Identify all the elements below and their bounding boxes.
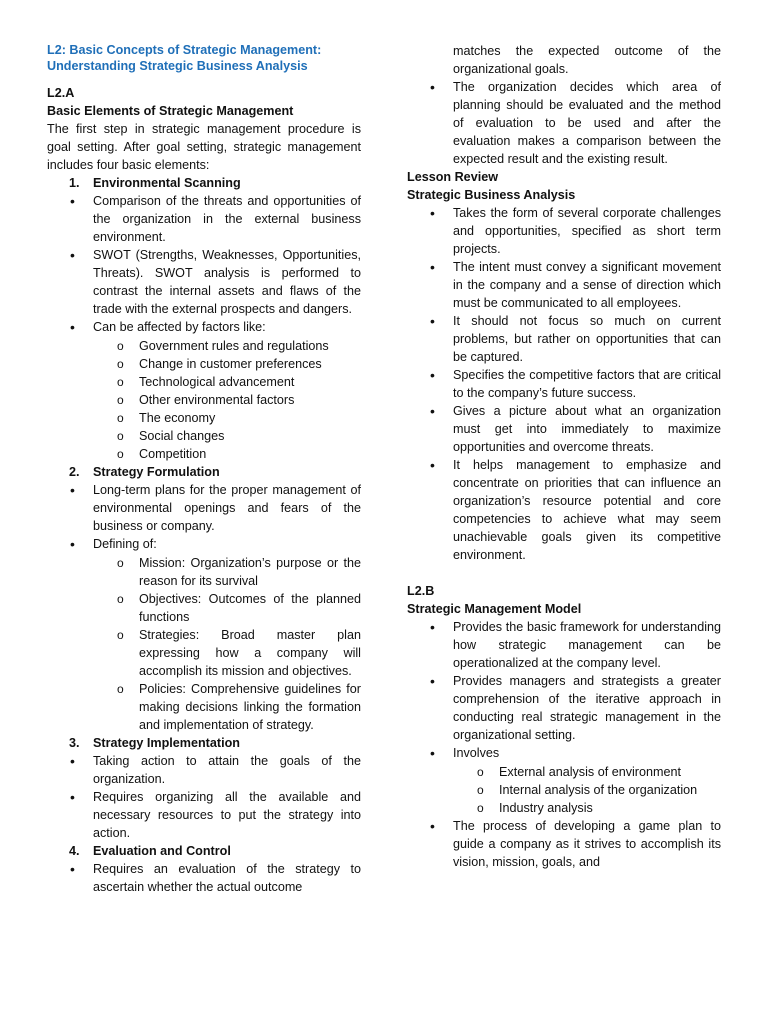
bullet-text: Takes the form of several corporate challenges and opportunities, specified as short term projects. [453,206,721,256]
sub-list-item [47,427,361,445]
numbered-heading-text: Evaluation and Control [93,844,231,858]
list-item [407,672,721,744]
circle-bullet-marker [407,781,499,799]
spacer [407,564,721,582]
bullet-text: Gives a picture about what an organization must get into immediately to maximize opportunities and overcome threats. [453,404,721,454]
section-title-model: Strategic Management Model [407,602,582,616]
bullet-marker [407,744,453,763]
numbered-heading [47,463,361,481]
sub-list-item [407,763,721,781]
sub-item-text: Strategies: Broad master plan expressing how a company will accomplish its mission and objectives. [139,628,361,678]
bullet-text: Comparison of the threats and opportunities of the organization in the external business environment. [93,194,361,244]
bullet-text: SWOT (Strengths, Weaknesses, Opportunities, Threats). SWOT analysis is performed to contrast the internal assets and flaws of the trade with the external prospects and dangers. [93,248,361,316]
bullet-marker [407,204,453,223]
lesson-title-line1: L2: Basic Concepts of Strategic Management: [47,43,322,57]
bullet-marker [47,246,93,265]
list-item [47,192,361,246]
bullet-marker [407,672,453,691]
section-title-basic-elements: Basic Elements of Strategic Management [47,104,294,118]
list-item [47,788,361,842]
evaluation-bullet-text: The organization decides which area of planning should be evaluated and the method of evaluation to be used and after the evaluation makes a comparison between the expected result and the existing result. [453,80,721,166]
list-item [407,312,721,366]
continuation-text: matches the expected outcome of the organizational goals. [453,44,721,76]
sub-list-item [47,373,361,391]
bullet-text: Defining of: [93,537,157,551]
list-item [47,246,361,318]
sub-item-text: Technological advancement [139,375,295,389]
list-item [407,78,721,168]
circle-bullet-marker [47,409,139,427]
bullet-text: Long-term plans for the proper management of environmental openings and fears of the business or company. [93,483,361,533]
sub-item-text: Social changes [139,429,225,443]
numbered-heading [47,734,361,752]
bullet-marker [47,752,93,771]
bullet-marker [47,318,93,337]
circle-bullet-marker [407,763,499,781]
sub-list-item [47,680,361,734]
basic-elements-list [47,174,361,896]
circle-bullet-marker [47,626,139,644]
number-marker: 1. [69,176,80,190]
bullet-marker [407,402,453,421]
number-marker: 3. [69,736,80,750]
bullet-marker [47,860,93,879]
bullet-text: Specifies the competitive factors that are critical to the company’s future success. [453,368,721,400]
sub-item-text: Change in customer preferences [139,357,322,371]
bullet-marker [47,535,93,554]
sub-item-text: Mission: Organization’s purpose or the reason for its survival [139,556,361,588]
circle-bullet-marker [47,590,139,608]
circle-bullet-marker [47,427,139,445]
bullet-marker [47,481,93,500]
bullet-text: Provides the basic framework for understanding how strategic management can be operationalized at the company level. [453,620,721,670]
list-item [47,535,361,554]
sub-item-text: Internal analysis of the organization [499,783,698,797]
bullet-text: The intent must convey a significant movement in the company and a sense of direction which must be communicated to all employees. [453,260,721,310]
sub-list-item [407,799,721,817]
bullet-marker [407,78,453,97]
number-marker: 2. [69,465,80,479]
bullet-text: Can be affected by factors like: [93,320,266,334]
list-item [407,258,721,312]
sub-item-text: Policies: Comprehensive guidelines for making decisions linking the formation and implementation of strategy. [139,682,361,732]
sub-list-item [47,554,361,590]
sub-item-text: Government rules and regulations [139,339,329,353]
numbered-heading [47,174,361,192]
list-item [407,618,721,672]
strategic-business-analysis-heading: Strategic Business Analysis [407,188,576,202]
sub-list-item [407,781,721,799]
section-code-l2a: L2.A [47,86,75,100]
review-list [407,204,721,564]
bullet-text: It helps management to emphasize and concentrate on priorities that can influence an organization’s resource potential and core competencies to achieve what may seem unachievable goals given its competitive environment. [453,458,721,562]
section-code-l2b: L2.B [407,584,435,598]
circle-bullet-marker [47,355,139,373]
sub-item-text: External analysis of environment [499,765,682,779]
sub-item-text: Industry analysis [499,801,593,815]
sub-item-text: Objectives: Outcomes of the planned functions [139,592,361,624]
sub-list-item [47,391,361,409]
lesson-title-line2: Understanding Strategic Business Analysis [47,59,308,73]
bullet-text: The process of developing a game plan to guide a company as it strives to accomplish its vision, mission, goals, and [453,819,721,869]
sub-list-item [47,337,361,355]
bullet-text: Requires an evaluation of the strategy to ascertain whether the actual outcome [93,862,361,894]
bullet-marker [47,192,93,211]
list-item [407,402,721,456]
numbered-heading [47,842,361,860]
list-item [47,860,361,896]
bullet-marker [407,366,453,385]
sub-item-text: Other environmental factors [139,393,295,407]
circle-bullet-marker [47,337,139,355]
bullet-marker [407,258,453,277]
number-marker: 4. [69,844,80,858]
list-item [407,744,721,763]
sub-list-item [47,590,361,626]
sub-list-item [47,355,361,373]
bullet-text: Involves [453,746,500,760]
numbered-heading-text: Environmental Scanning [93,176,241,190]
circle-bullet-marker [47,373,139,391]
intro-paragraph: The first step in strategic management procedure is goal setting. After goal setting, strategic management includes four basic elements: [47,122,361,172]
sub-item-text: Competition [139,447,207,461]
model-list [407,618,721,871]
sub-item-text: The economy [139,411,216,425]
lesson-review-heading: Lesson Review [407,170,498,184]
sub-list-item [47,626,361,680]
list-item [47,752,361,788]
list-item-continuation [407,42,721,78]
sub-list-item [47,409,361,427]
bullet-text: Provides managers and strategists a greater comprehension of the iterative approach in conducting real strategic management in the organizational setting. [453,674,721,742]
circle-bullet-marker [47,391,139,409]
circle-bullet-marker [47,680,139,698]
bullet-marker [407,312,453,331]
bullet-marker [407,817,453,836]
lesson-title [47,42,361,74]
list-item [407,204,721,258]
list-item [407,456,721,564]
list-item [407,366,721,402]
sub-list-item [47,445,361,463]
bullet-text: Taking action to attain the goals of the organization. [93,754,361,786]
bullet-marker [407,456,453,475]
circle-bullet-marker [47,445,139,463]
numbered-heading-text: Strategy Formulation [93,465,220,479]
numbered-heading-text: Strategy Implementation [93,736,240,750]
right-column [407,42,721,871]
bullet-marker [407,618,453,637]
circle-bullet-marker [407,799,499,817]
list-item [407,817,721,871]
list-item [47,481,361,535]
circle-bullet-marker [47,554,139,572]
list-item [47,318,361,337]
bullet-text: Requires organizing all the available and necessary resources to put the strategy into action. [93,790,361,840]
left-column [47,42,361,896]
bullet-text: It should not focus so much on current problems, but rather on opportunities that can be captured. [453,314,721,364]
bullet-marker [47,788,93,807]
